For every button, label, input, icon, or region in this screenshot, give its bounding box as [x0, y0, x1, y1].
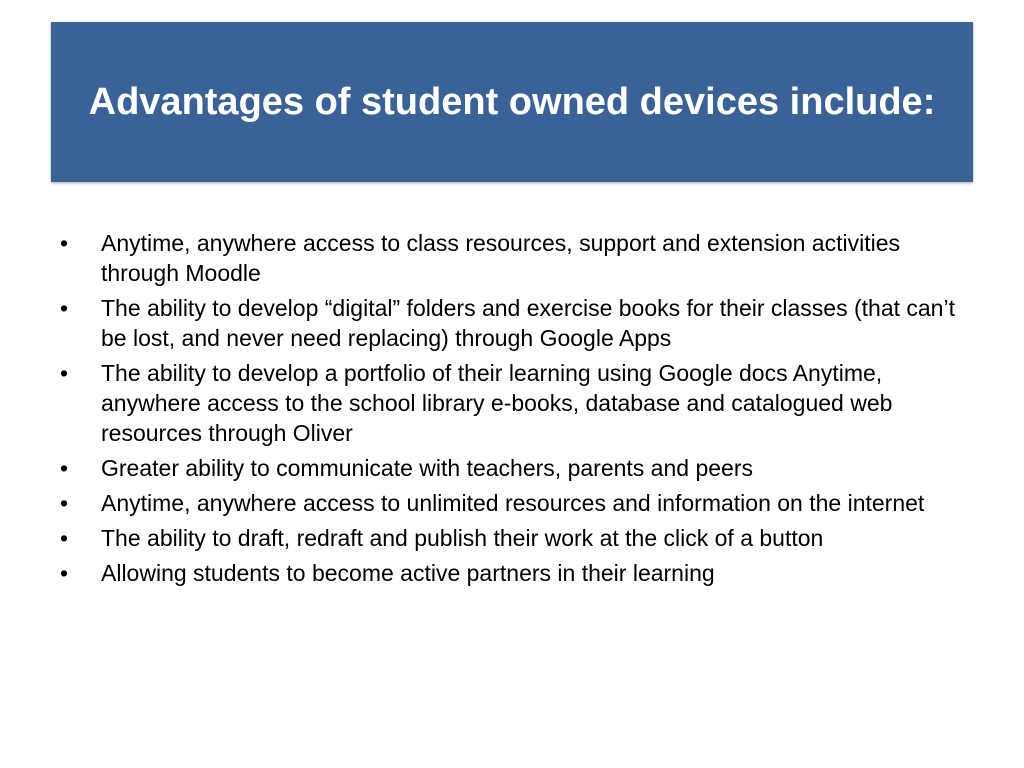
bullet-item — [60, 453, 980, 483]
bullet-icon: • — [60, 360, 69, 386]
bullet-icon: • — [60, 455, 69, 481]
bullet-text: Allowing students to become active partners in their learning — [101, 560, 715, 586]
bullet-list — [60, 228, 980, 593]
bullet-item — [60, 293, 980, 353]
bullet-icon: • — [60, 230, 69, 256]
bullet-icon: • — [60, 295, 69, 321]
bullet-icon: • — [60, 490, 69, 516]
bullet-text: Anytime, anywhere access to unlimited resources and information on the internet — [101, 490, 925, 516]
bullet-text: The ability to develop a portfolio of their learning using Google docs Anytime, anywhere access to the school library e-books, database and catalogued web resources through Oliver — [101, 360, 893, 446]
bullet-item — [60, 228, 980, 288]
bullet-text: The ability to develop “digital” folders and exercise books for their classes (that can’t be lost, and never need replacing) through Google Apps — [101, 295, 955, 351]
bullet-item — [60, 558, 980, 588]
bullet-icon: • — [60, 560, 69, 586]
bullet-text: Greater ability to communicate with teachers, parents and peers — [101, 455, 753, 481]
bullet-item — [60, 488, 980, 518]
bullet-item — [60, 358, 980, 448]
slide-title: Advantages of student owned devices include: — [88, 81, 936, 123]
bullet-icon: • — [60, 525, 69, 551]
title-banner — [51, 22, 973, 182]
bullet-text: Anytime, anywhere access to class resources, support and extension activities through Moodle — [101, 230, 900, 286]
bullet-item — [60, 523, 980, 553]
bullet-text: The ability to draft, redraft and publish their work at the click of a button — [101, 525, 824, 551]
